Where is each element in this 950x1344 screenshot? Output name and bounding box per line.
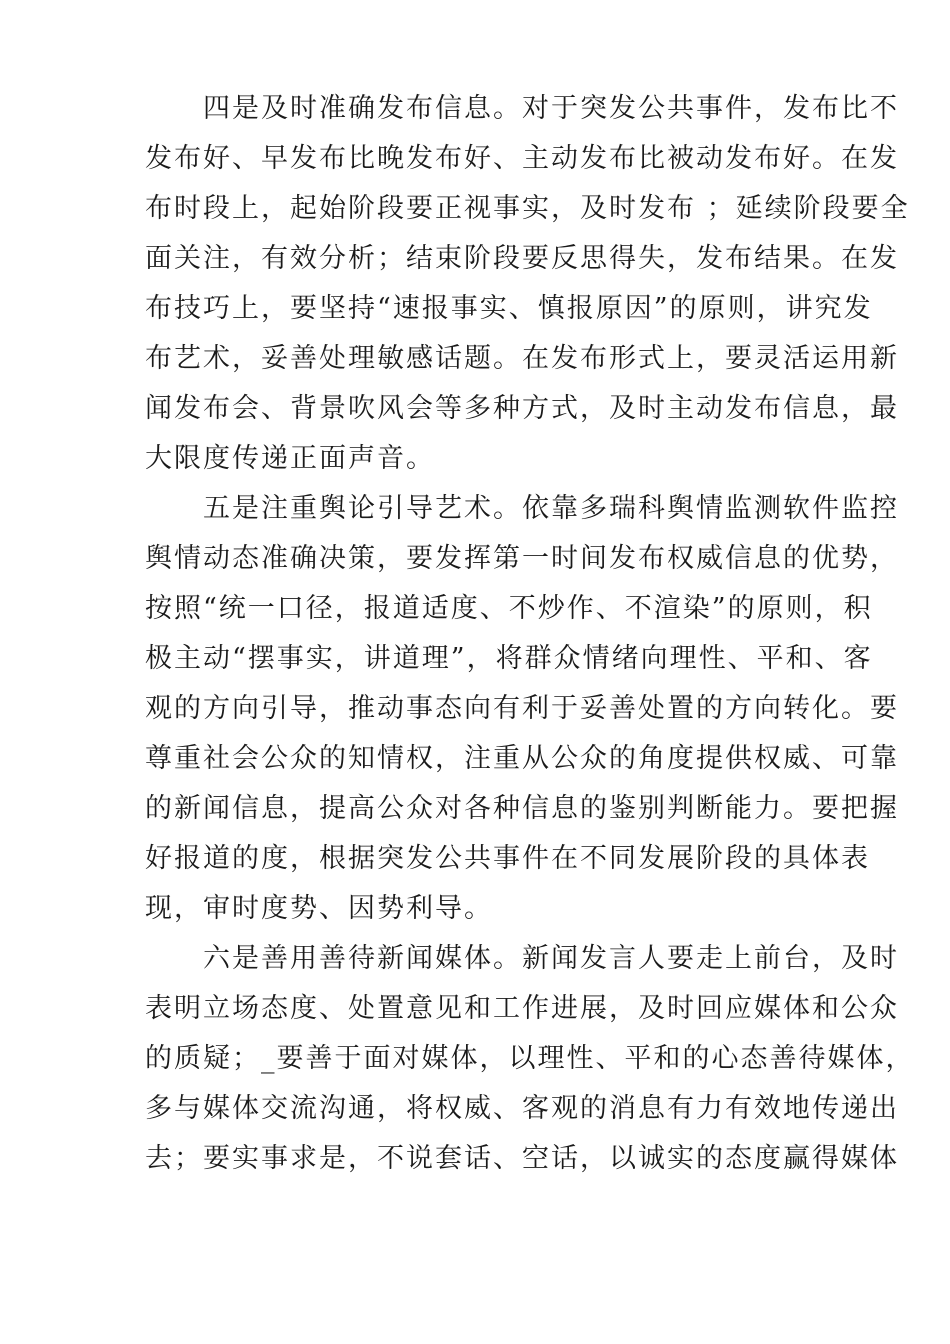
text-line: 发布好、早发布比晚发布好、主动发布比被动发布好。在发 — [145, 143, 899, 174]
text-line: 闻发布会、背景吹风会等多种方式，及时主动发布信息，最 — [145, 393, 899, 424]
text-line: 表明立场态度、处置意见和工作进展，及时回应媒体和公众 — [145, 993, 899, 1024]
text-line: 去；要实事求是，不说套话、空话，以诚实的态度赢得媒体 — [145, 1143, 899, 1174]
text-line: 好报道的度，根据突发公共事件在不同发展阶段的具体表 — [145, 843, 870, 874]
text-line: 的新闻信息，提高公众对各种信息的鉴别判断能力。要把握 — [145, 793, 899, 824]
text-line: 极主动“摆事实，讲道理”，将群众情绪向理性、平和、客 — [145, 643, 873, 674]
text-line: 布技巧上，要坚持“速报事实、慎报原因”的原则，讲究发 — [145, 293, 873, 324]
text-line: 布时段上，起始阶段要正视事实，及时发布 ；延续阶段要全 — [145, 193, 910, 224]
text-line: 五是注重舆论引导艺术。依靠多瑞科舆情监测软件监控 — [145, 493, 899, 524]
document-body — [145, 84, 915, 1184]
paragraph-5 — [145, 484, 899, 934]
text-line: 尊重社会公众的知情权，注重从公众的角度提供权威、可靠 — [145, 743, 899, 774]
text-line: 四是及时准确发布信息。对于突发公共事件，发布比不 — [145, 93, 899, 124]
text-line: 大限度传递正面声音。 — [145, 443, 435, 474]
text-line: 多与媒体交流沟通，将权威、客观的消息有力有效地传递出 — [145, 1093, 899, 1124]
text-line: 现，审时度势、因势利导。 — [145, 893, 493, 924]
text-line: 按照“统一口径，报道适度、不炒作、不渲染”的原则，积 — [145, 593, 873, 624]
text-line: 舆情动态准确决策，要发挥第一时间发布权威信息的优势， — [145, 543, 899, 574]
text-line: 六是善用善待新闻媒体。新闻发言人要走上前台，及时 — [145, 943, 899, 974]
text-line: 的质疑；_要善于面对媒体，以理性、平和的心态善待媒体， — [145, 1043, 915, 1074]
text-line: 布艺术，妥善处理敏感话题。在发布形式上，要灵活运用新 — [145, 343, 899, 374]
paragraph-6 — [145, 934, 915, 1184]
text-line: 观的方向引导，推动事态向有利于妥善处置的方向转化。要 — [145, 693, 899, 724]
text-line: 面关注，有效分析；结束阶段要反思得失，发布结果。在发 — [145, 243, 899, 274]
paragraph-4 — [145, 84, 910, 484]
